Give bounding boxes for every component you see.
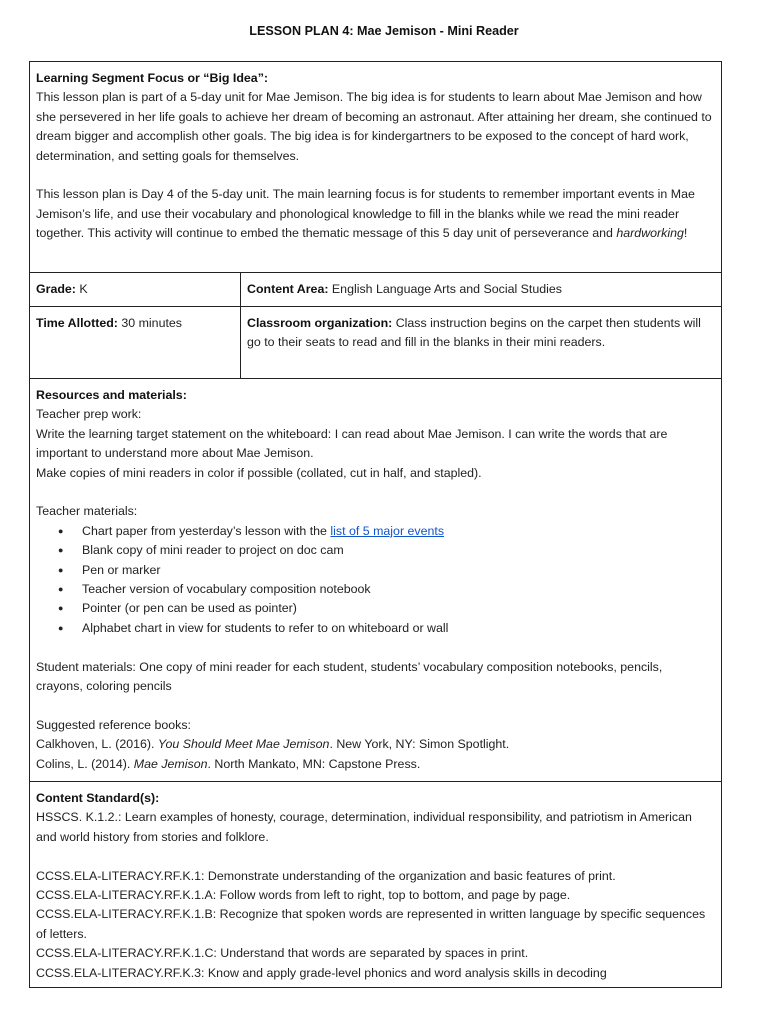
organization-cell: Classroom organization: Class instruction begins on the carpet then students will go to their seats to read and fill in the blanks in their mini readers. (247, 316, 701, 350)
standards-section (30, 782, 721, 987)
standard-item: CCSS.ELA-LITERACY.RF.K.1.C: Understand that words are separated by spaces in print. (36, 946, 529, 961)
grade-cell: Grade: K (36, 282, 88, 296)
focus-section (30, 62, 721, 273)
list-item: ● Blank copy of mini reader to project on doc cam (36, 541, 711, 560)
list-item: ● Pointer (or pen can be used as pointer) (36, 599, 711, 618)
teacher-materials-list (36, 522, 711, 638)
standard-item: CCSS.ELA-LITERACY.RF.K.1.A: Follow words from left to right, top to bottom, and page by page. (36, 888, 571, 903)
list-item: ● Pen or marker (36, 561, 711, 580)
time-row (30, 307, 721, 379)
standard-item: CCSS.ELA-LITERACY.RF.K.1.B: Recognize that spoken words are represented in written language by specific sequences of letters. (36, 907, 706, 941)
standard-item: CCSS.ELA-LITERACY.RF.K.3: Know and apply grade-level phonics and word analysis skills in decoding (36, 965, 607, 980)
grade-value: K (79, 282, 88, 296)
time-cell: Time Allotted: 30 minutes (36, 316, 182, 330)
focus-paragraph-1: This lesson plan is part of a 5-day unit for Mae Jemison. The big idea is for students to learn about Mae Jemison and how she persevered in her life goals to achieve her dream of becoming an astronaut. After attaining her dream, she continued to dream bigger and accomplish other goals. The big idea is for kindergartners to be exposed to the concept of hard work, determination, and setting goals for themselves. (36, 90, 712, 163)
time-value: 30 minutes (121, 316, 182, 330)
content-area-value: English Language Arts and Social Studies (331, 282, 562, 296)
reference-book-2: Colins, L. (2014). Mae Jemison. North Mankato, MN: Capstone Press. (36, 756, 421, 771)
list-item: ● Chart paper from yesterday’s lesson with the list of 5 major events (36, 522, 711, 541)
reference-books-label: Suggested reference books: (36, 717, 191, 732)
page-title: LESSON PLAN 4: Mae Jemison - Mini Reader (249, 24, 519, 38)
standards-heading: Content Standard(s): (36, 791, 160, 805)
list-item: ● Teacher version of vocabulary composition notebook (36, 580, 711, 599)
lesson-plan-table (29, 61, 722, 988)
organization-value: Class instruction begins on the carpet then students will go to their seats to read and fill in the blanks in their mini readers. (247, 316, 701, 350)
teacher-materials-label: Teacher materials: (36, 504, 138, 519)
standard-item: CCSS.ELA-LITERACY.RF.K.1: Demonstrate understanding of the organization and basic features of print. (36, 868, 616, 883)
resources-section (30, 379, 721, 782)
prep-step-1: Write the learning target statement on the whiteboard: I can read about Mae Jemison. I can write the words that are important to understand more about Mae Jemison. (36, 426, 668, 461)
major-events-link[interactable]: list of 5 major events (330, 523, 445, 538)
reference-book-1: Calkhoven, L. (2016). You Should Meet Mae Jemison. New York, NY: Simon Spotlight. (36, 737, 510, 752)
standard-item: HSSCS. K.1.2.: Learn examples of honesty, courage, determination, individual responsibility, and patriotism in American and world history from stories and folklore. (36, 810, 692, 844)
focus-heading: Learning Segment Focus or “Big Idea”: (36, 71, 269, 85)
resources-heading: Resources and materials: (36, 388, 187, 402)
content-area-cell: Content Area: English Language Arts and Social Studies (247, 282, 562, 296)
grade-row (30, 273, 721, 307)
prep-step-2: Make copies of mini readers in color if possible (collated, cut in half, and stapled). (36, 465, 482, 480)
prep-label: Teacher prep work: (36, 407, 142, 422)
focus-paragraph-2: This lesson plan is Day 4 of the 5-day unit. The main learning focus is for students to remember important events in Mae Jemison’s life, and use their vocabulary and phonological knowledge to fill in the blanks while we read the mini reader together. This activity will continue to embed the thematic message of this 5 day unit of perseverance and hardworking! (36, 187, 695, 241)
list-item: ● Alphabet chart in view for students to refer to on whiteboard or wall (36, 619, 711, 638)
student-materials: Student materials: One copy of mini reader for each student, students’ vocabulary composition notebooks, pencils, crayons, coloring pencils (36, 659, 663, 694)
